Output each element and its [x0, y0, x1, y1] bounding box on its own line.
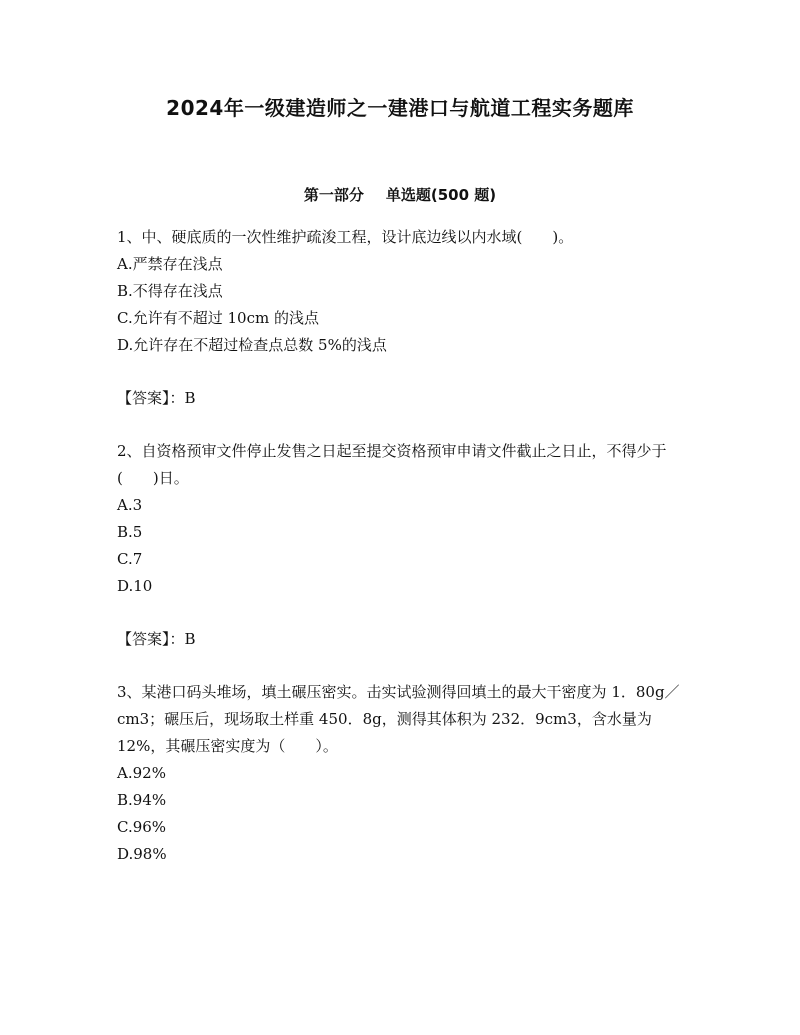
- option-b: B.5: [117, 523, 143, 541]
- answer-1: [117, 385, 687, 412]
- option-a: A.3: [117, 496, 143, 514]
- option-b: B.94%: [117, 791, 167, 809]
- spacer: [117, 600, 687, 626]
- answer-label: 【答案】：: [117, 630, 185, 648]
- answer-2: [117, 626, 687, 653]
- spacer: [117, 653, 687, 679]
- answer-value: B: [184, 389, 196, 407]
- question-1: [117, 224, 687, 359]
- section-part: 第一部分: [303, 186, 364, 204]
- question-stem: 1、中、硬底质的一次性维护疏浚工程，设计底边线以内水域( )。: [117, 228, 574, 246]
- question-list: [117, 224, 687, 868]
- option-c: C.7: [117, 550, 143, 568]
- option-a: A.92%: [117, 764, 166, 782]
- question-stem: 3、某港口码头堆场，填土碾压密实。击实试验测得回填土的最大干密度为 1．80g／cm3；碾压后，现场取土样重 450．8g，测得其体积为 232．9cm3，含水量为 12%，其碾压密实度为（ ）。: [117, 683, 680, 755]
- document-title: 2024年一级建造师之一建港口与航道工程实务题库: [166, 96, 634, 120]
- spacer: [117, 412, 687, 438]
- option-d: D.10: [117, 577, 153, 595]
- option-c: C.允许有不超过 10cm 的浅点: [117, 309, 319, 327]
- section-heading: [0, 184, 800, 205]
- spacer: [117, 359, 687, 385]
- option-b: B.不得存在浅点: [117, 282, 223, 300]
- option-c: C.96%: [117, 818, 167, 836]
- answer-value: B: [184, 630, 196, 648]
- option-a: A.严禁存在浅点: [117, 255, 223, 273]
- option-d: D.允许存在不超过检查点总数 5%的浅点: [117, 336, 387, 354]
- question-3: [117, 679, 687, 868]
- question-stem: 2、自资格预审文件停止发售之日起至提交资格预审申请文件截止之日止，不得少于( )日。: [117, 442, 667, 487]
- answer-label: 【答案】：: [117, 389, 185, 407]
- section-type: 单选题(500 题): [385, 186, 497, 204]
- question-2: [117, 438, 687, 600]
- option-d: D.98%: [117, 845, 167, 863]
